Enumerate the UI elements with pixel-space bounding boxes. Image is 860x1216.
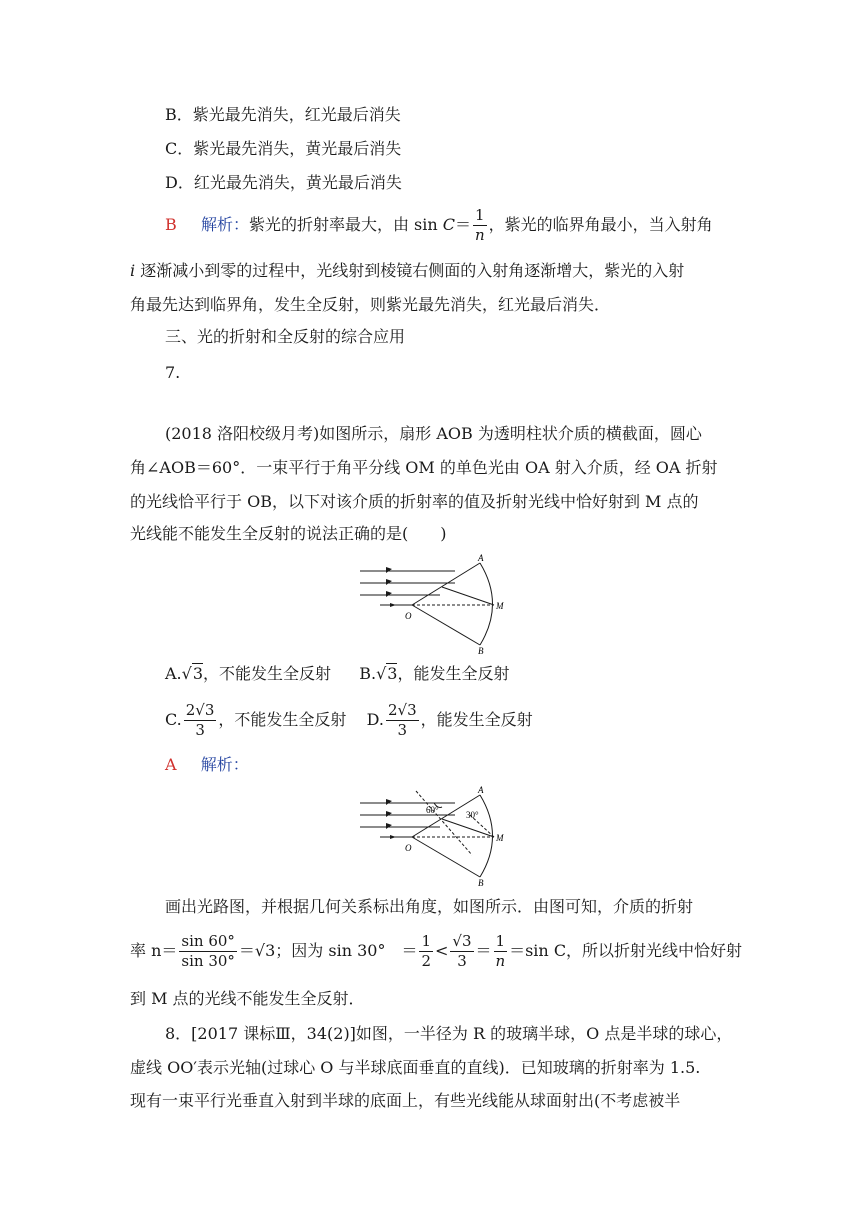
answer6-c: C — [442, 215, 456, 234]
angle-30: 30° — [466, 810, 479, 820]
q7-line4: 光线能不能发生全反射的说法正确的是( ) — [130, 524, 447, 543]
answer6-text-a: 紫光的折射率最大，由 sin — [248, 215, 443, 234]
label-o: O — [405, 611, 412, 621]
answer7-line3: 到 M 点的光线不能发生全反射． — [130, 989, 365, 1008]
q8-line1: 8．[2017 课标Ⅲ，34(2)]如图，一半径为 R 的玻璃半球，O 点是半球的球心， — [165, 1024, 733, 1043]
svg-text:M: M — [496, 833, 504, 843]
q7-options-ab: A.√3，不能发生全反射 B.√3，能发生全反射 — [165, 664, 510, 683]
option-c: C．紫光最先消失，黄光最后消失 — [165, 139, 402, 158]
answer7-header: A 解析： — [165, 755, 249, 774]
sector-figure-2 — [350, 785, 510, 887]
answer6-text-d: ，紫光的临界角最小，当入射角 — [488, 215, 713, 234]
q7-line3: 的光线恰平行于 OB，以下对该介质的折射率的值及折射光线中恰好射到 M 点的 — [130, 492, 699, 511]
ray-arrow — [386, 567, 392, 573]
analysis-label: 解析： — [200, 215, 249, 234]
q8-line2: 虚线 OO′表示光轴(过球心 O 与半球底面垂直的直线)．已知玻璃的折射率为 1.5. — [130, 1058, 701, 1077]
answer-letter: B — [165, 215, 177, 234]
svg-text:B: B — [478, 878, 484, 887]
fraction-1-n: $\frac{1}{n}$ — [474, 206, 485, 244]
angle-60: 60° — [426, 805, 439, 815]
answer7-line1: 画出光路图，并根据几何关系标出角度，如图所示．由图可知，介质的折射 — [165, 897, 694, 916]
section-heading: 三、光的折射和全反射的综合应用 — [165, 327, 406, 346]
label-m: M — [496, 601, 504, 611]
answer7-line2: 率 n＝ $\frac{\sin 60^\circ}{\sin 30^\circ}$ ＝√3；因为 sin 30° ＝ $\frac{1}{2}$ < $\frac{√3}{3}$ ＝ $\frac{1}{n}$ ＝sin C，所以折射光线中恰好射 — [130, 932, 743, 970]
q7-options-cd: C. $\frac{2√3}{3}$ ，不能发生全反射 D. $\frac{2√3}{3}$ ，能发生全反射 — [165, 701, 533, 739]
answer6-line3: 角最先达到临界角，发生全反射，则紫光最先消失，红光最后消失． — [130, 295, 611, 314]
svg-text:A: A — [478, 785, 484, 795]
answer6-line2: i 逐渐减小到零的过程中，光线射到棱镜右侧面的入射角逐渐增大，紫光的入射 — [130, 261, 685, 280]
q7-line1: (2018 洛阳校级月考)如图所示，扇形 AOB 为透明柱状介质的横截面，圆心 — [165, 424, 702, 443]
q7-line2: 角∠AOB＝60°．一束平行于角平分线 OM 的单色光由 OA 射入介质，经 OA 折射 — [130, 458, 718, 477]
q8-line3: 现有一束平行光垂直入射到半球的底面上，有些光线能从球面射出(不考虑被半 — [130, 1091, 681, 1110]
option-d: D．红光最先消失，黄光最后消失 — [165, 173, 402, 192]
question7-number: 7. — [165, 363, 181, 382]
answer6-line1 — [165, 208, 713, 242]
option-b: B．紫光最先消失，红光最后消失 — [165, 105, 401, 124]
label-a: A — [478, 553, 484, 563]
label-b: B — [478, 646, 484, 655]
sector-figure-1 — [350, 553, 510, 655]
answer6-eq: ＝ — [455, 215, 472, 234]
svg-text:O: O — [405, 843, 412, 853]
